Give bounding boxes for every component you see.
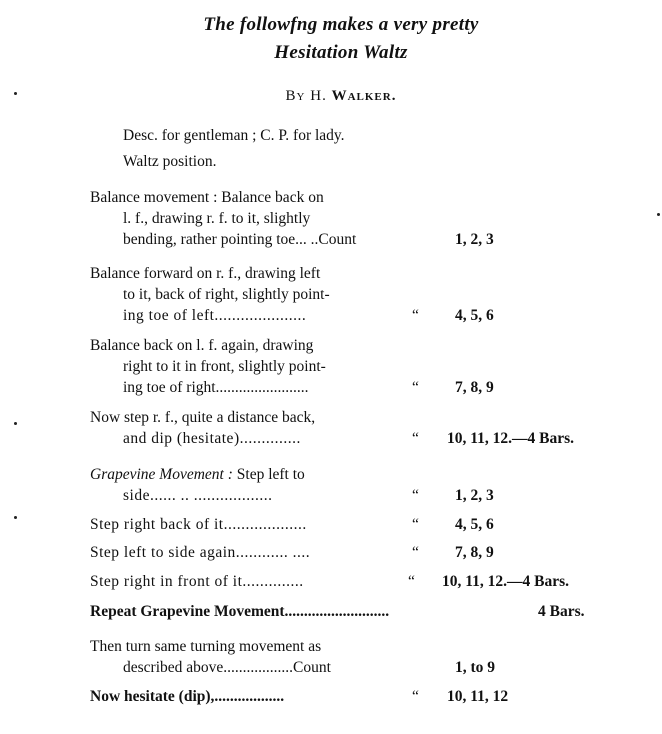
step-line: to it, back of right, slightly point- — [123, 286, 330, 303]
step-text: ing toe of left..................... — [123, 307, 307, 324]
byline-prefix: By H. — [285, 88, 332, 104]
step-count: 10, 11, 12 — [447, 688, 509, 705]
step-right-front — [90, 571, 610, 592]
scan-speck — [657, 213, 660, 216]
step-count: 10, 11, 12.—4 Bars. — [442, 573, 570, 590]
byline-author: Walker. — [331, 88, 397, 104]
step-text: described above..................Count — [123, 659, 331, 676]
step-balance-back — [90, 187, 610, 250]
step-line: Balance movement : Balance back on — [90, 189, 324, 206]
step-count: 4, 5, 6 — [455, 307, 494, 324]
step-line — [90, 428, 610, 449]
step-balance-back-again — [90, 335, 610, 398]
step-text: Now hesitate (dip),.................. — [90, 688, 285, 705]
step-line — [90, 485, 610, 506]
step-count: 1, 2, 3 — [455, 231, 494, 248]
title-line-2: Hesitation Waltz — [274, 42, 408, 63]
step-line — [90, 514, 610, 535]
step-count: 7, 8, 9 — [455, 544, 494, 561]
step-line — [90, 305, 610, 326]
scan-speck — [14, 92, 17, 95]
step-text: Repeat Grapevine Movement........................... — [90, 603, 390, 620]
step-count: 1, 2, 3 — [455, 487, 494, 504]
title-line-1: The followfng makes a very pretty — [203, 14, 479, 35]
step-grapevine — [90, 464, 610, 506]
intro-line-2: Waltz position. — [123, 153, 217, 170]
step-count: 1, to 9 — [455, 659, 496, 676]
intro-line-1: Desc. for gentleman ; C. P. for lady. — [123, 127, 345, 144]
step-repeat-grapevine — [90, 601, 610, 622]
step-text: and dip (hesitate).............. — [123, 430, 301, 447]
step-line — [90, 571, 610, 592]
ditto-mark: “ — [412, 516, 419, 533]
step-count: 10, 11, 12.—4 Bars. — [447, 430, 575, 447]
step-dip-hesitate — [90, 407, 610, 449]
step-line: Balance forward on r. f., drawing left — [90, 265, 321, 282]
step-text: side...... .. .................. — [123, 487, 273, 504]
step-line — [90, 377, 610, 398]
grapevine-heading: Grapevine Movement : — [90, 466, 233, 483]
step-line: right to it in front, slightly point- — [123, 358, 326, 375]
step-balance-forward — [90, 263, 610, 326]
step-turn — [90, 636, 610, 678]
ditto-mark: “ — [412, 307, 419, 324]
step-left-side-again — [90, 542, 610, 563]
scan-speck — [14, 422, 17, 425]
step-right-back — [90, 514, 610, 535]
step-line — [90, 229, 610, 250]
step-count: 4 Bars. — [538, 603, 585, 620]
ditto-mark: “ — [412, 430, 419, 447]
step-line — [90, 686, 610, 707]
step-line — [90, 657, 610, 678]
ditto-mark: “ — [412, 688, 419, 705]
step-line — [90, 464, 610, 485]
ditto-mark: “ — [408, 573, 415, 590]
step-text: Step left to side again............ .... — [90, 544, 311, 561]
step-hesitate-dip — [90, 686, 610, 707]
ditto-mark: “ — [412, 379, 419, 396]
step-line — [90, 542, 610, 563]
step-text: Step right in front of it.............. — [90, 573, 304, 590]
ditto-mark: “ — [412, 487, 419, 504]
step-line: l. f., drawing r. f. to it, slightly — [123, 210, 311, 227]
step-text: bending, rather pointing toe... ..Count — [123, 231, 357, 248]
step-text: ing toe of right........................ — [123, 379, 309, 396]
step-count: 7, 8, 9 — [455, 379, 494, 396]
scan-speck — [14, 516, 17, 519]
step-line: Balance back on l. f. again, drawing — [90, 337, 314, 354]
step-line — [90, 601, 610, 622]
byline — [10, 88, 662, 105]
step-text: Step left to — [232, 466, 305, 483]
step-count: 4, 5, 6 — [455, 516, 494, 533]
step-line: Then turn same turning movement as — [90, 638, 322, 655]
ditto-mark: “ — [412, 544, 419, 561]
step-text: Step right back of it................... — [90, 516, 307, 533]
step-line: Now step r. f., quite a distance back, — [90, 409, 316, 426]
